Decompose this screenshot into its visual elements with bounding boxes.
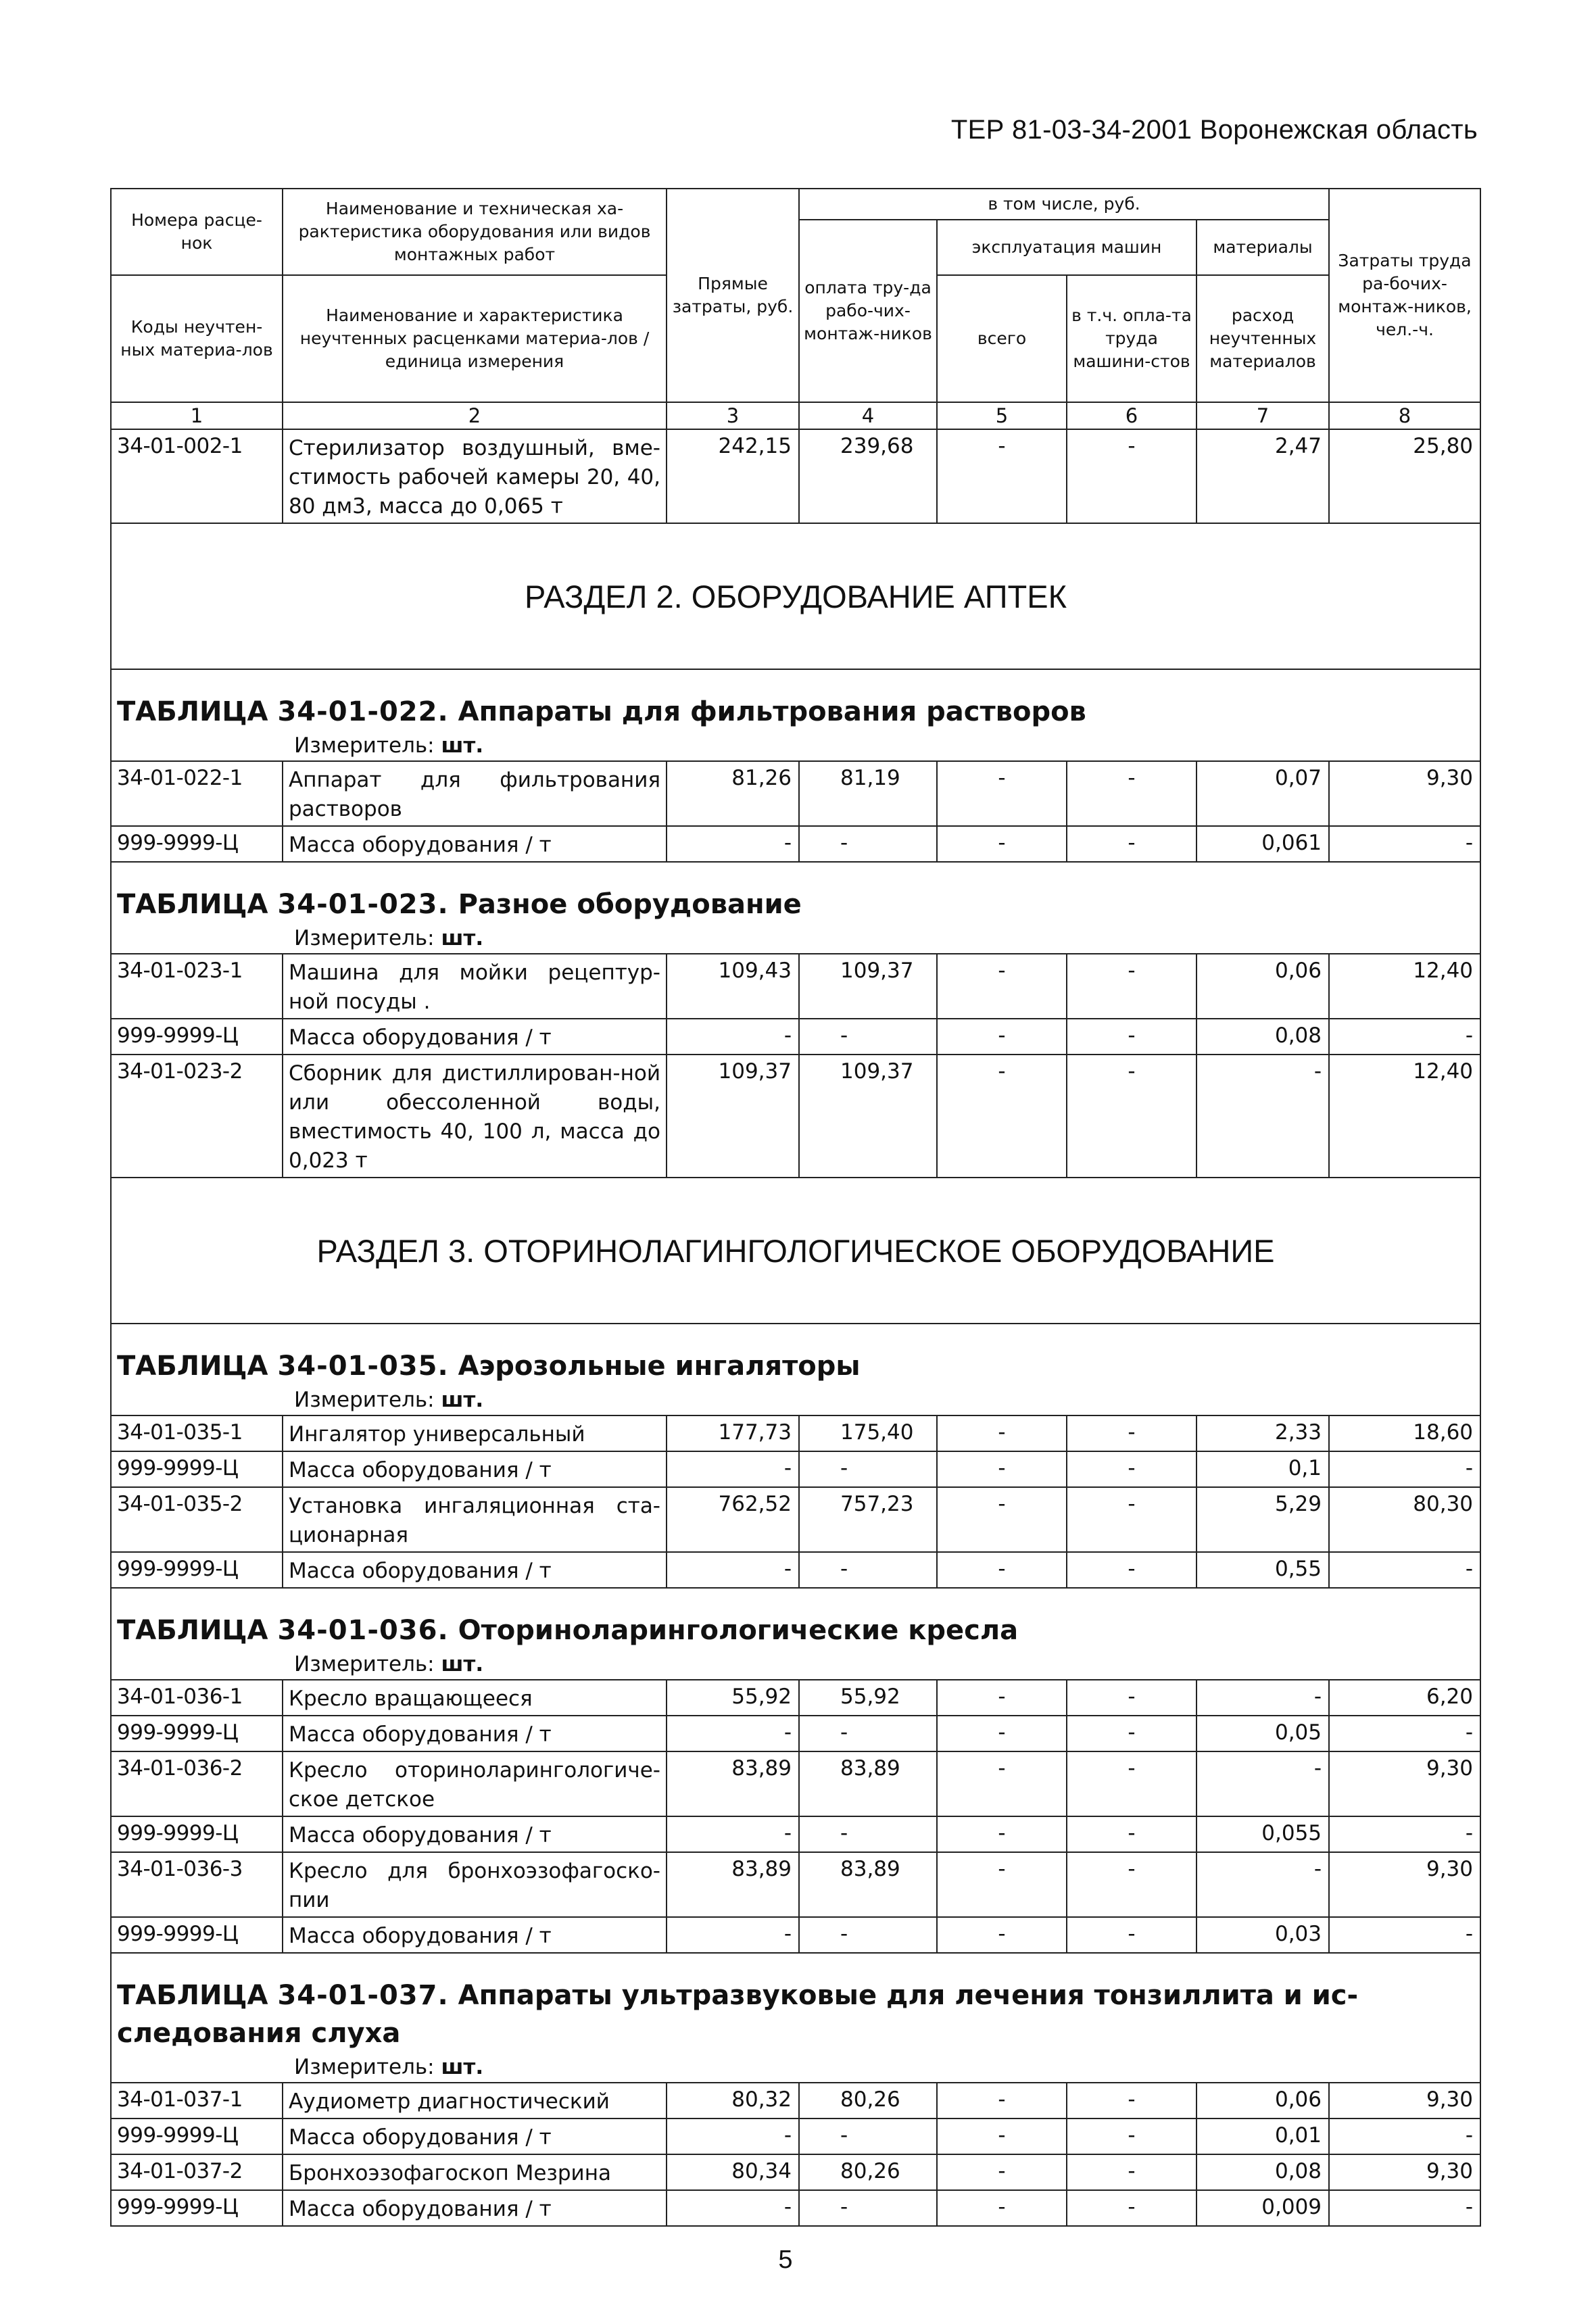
row-labor-pay: 83,89 — [799, 1751, 937, 1816]
row-direct-costs: 177,73 — [667, 1415, 799, 1451]
measure-label: Измеритель: — [294, 2055, 435, 2079]
table-prefix: ТАБЛИЦА — [117, 1980, 268, 2011]
row-machines-total: - — [937, 826, 1067, 862]
row-materials-use: 0,01 — [1197, 2119, 1329, 2154]
table-name: Оториноларингологические кресла — [458, 1615, 1019, 1646]
rate-row — [111, 1415, 1480, 1451]
row-name: Ингалятор универсальный — [283, 1415, 667, 1451]
rate-row — [111, 1852, 1480, 1917]
row-code: 999-9999-Ц — [111, 1917, 283, 1953]
row-materials-use: 0,06 — [1197, 2083, 1329, 2119]
row-direct-costs: 80,34 — [667, 2154, 799, 2190]
row-direct-costs: - — [667, 1552, 799, 1588]
row-code: 34-01-035-2 — [111, 1487, 283, 1552]
row-name: Аудиометр диагностический — [283, 2083, 667, 2119]
row-machines-total: - — [937, 1019, 1067, 1055]
measure-label: Измеритель: — [294, 1652, 435, 1676]
row-labor-pay: 80,26 — [799, 2154, 937, 2190]
row-code: 999-9999-Ц — [111, 2190, 283, 2226]
material-row — [111, 1451, 1480, 1487]
col-name-header-bottom: Наименование и характеристика неучтенных расценками материа-лов / единица измерения — [283, 275, 667, 402]
row-labor-pay: 109,37 — [799, 1055, 937, 1178]
material-row — [111, 1917, 1480, 1953]
row-name: Машина для мойки рецептур-ной посуды . — [283, 954, 667, 1019]
row-labor-costs: 12,40 — [1329, 954, 1480, 1019]
row-machinists-pay: - — [1067, 1751, 1197, 1816]
measure-unit: шт. — [441, 1388, 484, 1412]
measure-row — [111, 1652, 1480, 1680]
row-materials-use: 2,33 — [1197, 1415, 1329, 1451]
row-machinists-pay: - — [1067, 1055, 1197, 1178]
table-name: Аэрозольные ингаляторы — [458, 1351, 861, 1382]
rate-row — [111, 1055, 1480, 1178]
measure — [111, 1388, 1480, 1415]
row-materials-use: 0,05 — [1197, 1716, 1329, 1751]
rate-row — [111, 1680, 1480, 1716]
row-direct-costs: - — [667, 826, 799, 862]
row-name: Сборник для дистиллирован-ной или обессоленной воды, вместимость 40, 100 л, масса до 0,023 т — [283, 1055, 667, 1178]
rate-row — [111, 2083, 1480, 2119]
col-number: 6 — [1067, 402, 1197, 429]
measure-unit: шт. — [441, 733, 484, 758]
material-row — [111, 1816, 1480, 1852]
row-code: 999-9999-Ц — [111, 1816, 283, 1852]
row-name: Кресло вращающееся — [283, 1680, 667, 1716]
row-name: Масса оборудования / т — [283, 1917, 667, 1953]
table-prefix: ТАБЛИЦА — [117, 889, 268, 920]
row-name: Масса оборудования / т — [283, 826, 667, 862]
row-name: Масса оборудования / т — [283, 1552, 667, 1588]
row-labor-pay: - — [799, 1019, 937, 1055]
row-name: Масса оборудования / т — [283, 2119, 667, 2154]
measure-row — [111, 926, 1480, 954]
measure-row — [111, 1388, 1480, 1415]
table-name: Аппараты ультразвуковые для лечения тонзиллита и ис-следования слуха — [117, 1980, 1359, 2049]
material-row — [111, 826, 1480, 862]
row-code: 999-9999-Ц — [111, 2119, 283, 2154]
row-labor-costs: - — [1329, 1716, 1480, 1751]
rate-row — [111, 954, 1480, 1019]
row-machinists-pay: - — [1067, 1552, 1197, 1588]
row-labor-costs: - — [1329, 1816, 1480, 1852]
row-labor-pay: - — [799, 1552, 937, 1588]
row-code: 34-01-002-1 — [111, 429, 283, 523]
row-name: Масса оборудования / т — [283, 1816, 667, 1852]
row-machinists-pay: - — [1067, 954, 1197, 1019]
row-machines-total: - — [937, 1055, 1067, 1178]
measure — [111, 733, 1480, 761]
row-labor-costs: 9,30 — [1329, 1751, 1480, 1816]
row-machines-total: - — [937, 2119, 1067, 2154]
table-title — [111, 669, 1480, 733]
col-materials-header: материалы — [1197, 220, 1329, 275]
table-code: 34-01-036. — [277, 1615, 449, 1646]
row-labor-pay: - — [799, 1816, 937, 1852]
table-prefix: ТАБЛИЦА — [117, 1615, 268, 1646]
measure-unit: шт. — [441, 2055, 484, 2079]
row-direct-costs: - — [667, 1816, 799, 1852]
row-materials-use: 0,1 — [1197, 1451, 1329, 1487]
col-machines-header: эксплуатация машин — [937, 220, 1197, 275]
row-direct-costs: 83,89 — [667, 1852, 799, 1917]
col-machinists-pay-header: в т.ч. опла-та труда машини-стов — [1067, 275, 1197, 402]
row-direct-costs: - — [667, 1716, 799, 1751]
row-name: Масса оборудования / т — [283, 2190, 667, 2226]
table-title-row — [111, 1588, 1480, 1652]
header-row-1 — [111, 189, 1480, 220]
row-materials-use: 5,29 — [1197, 1487, 1329, 1552]
row-machines-total: - — [937, 1852, 1067, 1917]
row-labor-costs: 18,60 — [1329, 1415, 1480, 1451]
measure-row — [111, 733, 1480, 761]
row-code: 34-01-036-3 — [111, 1852, 283, 1917]
col-codes-header: Коды неучтен-ных материа-лов — [111, 275, 283, 402]
table-code: 34-01-035. — [277, 1351, 449, 1382]
material-row — [111, 1716, 1480, 1751]
row-name: Кресло для бронхоэзофагоско-пии — [283, 1852, 667, 1917]
row-direct-costs: 55,92 — [667, 1680, 799, 1716]
material-row — [111, 1552, 1480, 1588]
row-labor-pay: 109,37 — [799, 954, 937, 1019]
row-materials-use: 0,08 — [1197, 1019, 1329, 1055]
rate-row — [111, 429, 1480, 523]
row-materials-use: 0,08 — [1197, 2154, 1329, 2190]
row-machinists-pay: - — [1067, 1487, 1197, 1552]
row-direct-costs: - — [667, 2119, 799, 2154]
row-labor-pay: - — [799, 1451, 937, 1487]
col-number: 1 — [111, 402, 283, 429]
row-code: 999-9999-Ц — [111, 1451, 283, 1487]
row-labor-pay: 239,68 — [799, 429, 937, 523]
measure-row — [111, 2055, 1480, 2083]
row-name: Кресло оториноларингологиче-ское детское — [283, 1751, 667, 1816]
row-labor-pay: - — [799, 826, 937, 862]
measure — [111, 2055, 1480, 2083]
row-code: 34-01-023-2 — [111, 1055, 283, 1178]
col-number: 7 — [1197, 402, 1329, 429]
row-machinists-pay: - — [1067, 1680, 1197, 1716]
row-direct-costs: - — [667, 1917, 799, 1953]
row-labor-pay: - — [799, 1917, 937, 1953]
measure-label: Измеритель: — [294, 733, 435, 758]
row-machinists-pay: - — [1067, 761, 1197, 826]
row-code: 999-9999-Ц — [111, 1552, 283, 1588]
table-name: Аппараты для фильтрования растворов — [458, 696, 1086, 727]
row-machines-total: - — [937, 2190, 1067, 2226]
row-machines-total: - — [937, 1680, 1067, 1716]
col-number: 5 — [937, 402, 1067, 429]
row-name: Бронхоэзофагоскоп Мезрина — [283, 2154, 667, 2190]
row-direct-costs: 80,32 — [667, 2083, 799, 2119]
row-materials-use: - — [1197, 1751, 1329, 1816]
material-row — [111, 1019, 1480, 1055]
row-direct-costs: - — [667, 1019, 799, 1055]
row-direct-costs: 109,43 — [667, 954, 799, 1019]
row-code: 999-9999-Ц — [111, 1716, 283, 1751]
row-machines-total: - — [937, 761, 1067, 826]
material-row — [111, 2119, 1480, 2154]
row-machinists-pay: - — [1067, 1019, 1197, 1055]
col-direct-costs-header: Прямые затраты, руб. — [667, 189, 799, 402]
row-labor-costs: 25,80 — [1329, 429, 1480, 523]
row-direct-costs: 762,52 — [667, 1487, 799, 1552]
measure-label: Измеритель: — [294, 926, 435, 950]
material-row — [111, 2190, 1480, 2226]
row-code: 34-01-036-2 — [111, 1751, 283, 1816]
row-labor-pay: 83,89 — [799, 1852, 937, 1917]
row-materials-use: - — [1197, 1055, 1329, 1178]
row-machinists-pay: - — [1067, 2190, 1197, 2226]
row-labor-costs: - — [1329, 2190, 1480, 2226]
measure-label: Измеритель: — [294, 1388, 435, 1412]
row-machinists-pay: - — [1067, 1852, 1197, 1917]
row-materials-use: 0,009 — [1197, 2190, 1329, 2226]
rate-row — [111, 1487, 1480, 1552]
row-materials-use: 0,061 — [1197, 826, 1329, 862]
row-direct-costs: - — [667, 2190, 799, 2226]
row-direct-costs: - — [667, 1451, 799, 1487]
row-machines-total: - — [937, 1751, 1067, 1816]
row-name: Аппарат для фильтрования растворов — [283, 761, 667, 826]
row-labor-costs: 9,30 — [1329, 761, 1480, 826]
row-machines-total: - — [937, 429, 1067, 523]
row-code: 999-9999-Ц — [111, 1019, 283, 1055]
row-machinists-pay: - — [1067, 826, 1197, 862]
table-code: 34-01-037. — [277, 1980, 449, 2011]
row-labor-costs: - — [1329, 1917, 1480, 1953]
measure — [111, 1652, 1480, 1680]
measure — [111, 926, 1480, 954]
row-labor-pay: - — [799, 2190, 937, 2226]
row-direct-costs: 242,15 — [667, 429, 799, 523]
row-machines-total: - — [937, 1451, 1067, 1487]
col-labor-costs-header: Затраты труда ра-бочих-монтаж-ников, чел.-ч. — [1329, 189, 1480, 402]
row-direct-costs: 109,37 — [667, 1055, 799, 1178]
row-machines-total: - — [937, 1716, 1067, 1751]
row-labor-costs: 12,40 — [1329, 1055, 1480, 1178]
col-number: 2 — [283, 402, 667, 429]
row-labor-costs: 9,30 — [1329, 2083, 1480, 2119]
table-title — [111, 1588, 1480, 1652]
col-number: 4 — [799, 402, 937, 429]
row-labor-pay: - — [799, 1716, 937, 1751]
row-name: Стерилизатор воздушный, вме-стимость рабочей камеры 20, 40, 80 дм3, масса до 0,065 т — [283, 429, 667, 523]
col-materials-use-header: расход неучтенных материалов — [1197, 275, 1329, 402]
rate-row — [111, 1751, 1480, 1816]
row-materials-use: 0,07 — [1197, 761, 1329, 826]
row-labor-costs: - — [1329, 1451, 1480, 1487]
col-number: 8 — [1329, 402, 1480, 429]
row-materials-use: 0,055 — [1197, 1816, 1329, 1852]
row-code: 34-01-037-2 — [111, 2154, 283, 2190]
row-labor-pay: 175,40 — [799, 1415, 937, 1451]
rate-row — [111, 2154, 1480, 2190]
table-title-row — [111, 1324, 1480, 1388]
section-row — [111, 523, 1480, 669]
row-machinists-pay: - — [1067, 1415, 1197, 1451]
row-code: 34-01-036-1 — [111, 1680, 283, 1716]
table-title-row — [111, 669, 1480, 733]
row-machinists-pay: - — [1067, 1816, 1197, 1852]
row-name: Масса оборудования / т — [283, 1451, 667, 1487]
row-code: 34-01-023-1 — [111, 954, 283, 1019]
column-numbers-row — [111, 402, 1480, 429]
row-labor-costs: 6,20 — [1329, 1680, 1480, 1716]
row-machinists-pay: - — [1067, 2083, 1197, 2119]
row-name: Масса оборудования / т — [283, 1716, 667, 1751]
row-machines-total: - — [937, 1917, 1067, 1953]
row-labor-pay: - — [799, 2119, 937, 2154]
row-materials-use: 0,06 — [1197, 954, 1329, 1019]
rate-row — [111, 761, 1480, 826]
rates-table — [110, 188, 1481, 2227]
document-header: ТЕР 81-03-34-2001 Воронежская область — [950, 115, 1478, 145]
table-title-row — [111, 862, 1480, 926]
col-machines-total-header: всего — [937, 275, 1067, 402]
row-machinists-pay: - — [1067, 2154, 1197, 2190]
table-code: 34-01-022. — [277, 696, 449, 727]
row-machinists-pay: - — [1067, 1451, 1197, 1487]
row-machinists-pay: - — [1067, 1917, 1197, 1953]
row-direct-costs: 81,26 — [667, 761, 799, 826]
table-prefix: ТАБЛИЦА — [117, 696, 268, 727]
table-title-row — [111, 1953, 1480, 2055]
table-code: 34-01-023. — [277, 889, 449, 920]
row-code: 34-01-035-1 — [111, 1415, 283, 1451]
row-labor-costs: - — [1329, 1552, 1480, 1588]
col-labor-pay-header: оплата тру-да рабо-чих-монтаж-ников — [799, 220, 937, 402]
col-name-header-top: Наименование и техническая ха-рактеристика оборудования или видов монтажных работ — [283, 189, 667, 275]
col-including-header: в том числе, руб. — [799, 189, 1329, 220]
row-machines-total: - — [937, 2083, 1067, 2119]
section-row — [111, 1178, 1480, 1324]
table-prefix: ТАБЛИЦА — [117, 1351, 268, 1382]
row-labor-pay: 55,92 — [799, 1680, 937, 1716]
col-number: 3 — [667, 402, 799, 429]
row-materials-use: 2,47 — [1197, 429, 1329, 523]
row-materials-use: 0,03 — [1197, 1917, 1329, 1953]
row-code: 34-01-037-1 — [111, 2083, 283, 2119]
row-labor-pay: 81,19 — [799, 761, 937, 826]
row-name: Установка ингаляционная ста-ционарная — [283, 1487, 667, 1552]
row-machines-total: - — [937, 2154, 1067, 2190]
row-direct-costs: 83,89 — [667, 1751, 799, 1816]
section-title: РАЗДЕЛ 3. ОТОРИНОЛАГИНГОЛОГИЧЕСКОЕ ОБОРУДОВАНИЕ — [111, 1178, 1480, 1324]
table-name: Разное оборудование — [458, 889, 802, 920]
table-title — [111, 1953, 1480, 2055]
row-labor-costs: - — [1329, 1019, 1480, 1055]
row-labor-costs: 80,30 — [1329, 1487, 1480, 1552]
row-materials-use: - — [1197, 1852, 1329, 1917]
page-number: 5 — [778, 2246, 793, 2274]
row-machinists-pay: - — [1067, 429, 1197, 523]
row-materials-use: - — [1197, 1680, 1329, 1716]
row-machines-total: - — [937, 1415, 1067, 1451]
row-machines-total: - — [937, 1552, 1067, 1588]
row-labor-pay: 757,23 — [799, 1487, 937, 1552]
row-labor-costs: 9,30 — [1329, 1852, 1480, 1917]
section-title: РАЗДЕЛ 2. ОБОРУДОВАНИЕ АПТЕК — [111, 523, 1480, 669]
row-machinists-pay: - — [1067, 1716, 1197, 1751]
row-name: Масса оборудования / т — [283, 1019, 667, 1055]
row-labor-costs: - — [1329, 826, 1480, 862]
table-title — [111, 862, 1480, 926]
row-labor-pay: 80,26 — [799, 2083, 937, 2119]
row-machinists-pay: - — [1067, 2119, 1197, 2154]
table-title — [111, 1324, 1480, 1388]
col-rate-numbers-header: Номера расце-нок — [111, 189, 283, 275]
row-code: 999-9999-Ц — [111, 826, 283, 862]
measure-unit: шт. — [441, 926, 484, 950]
row-machines-total: - — [937, 1816, 1067, 1852]
measure-unit: шт. — [441, 1652, 484, 1676]
row-labor-costs: 9,30 — [1329, 2154, 1480, 2190]
row-materials-use: 0,55 — [1197, 1552, 1329, 1588]
row-machines-total: - — [937, 1487, 1067, 1552]
row-code: 34-01-022-1 — [111, 761, 283, 826]
row-machines-total: - — [937, 954, 1067, 1019]
row-labor-costs: - — [1329, 2119, 1480, 2154]
